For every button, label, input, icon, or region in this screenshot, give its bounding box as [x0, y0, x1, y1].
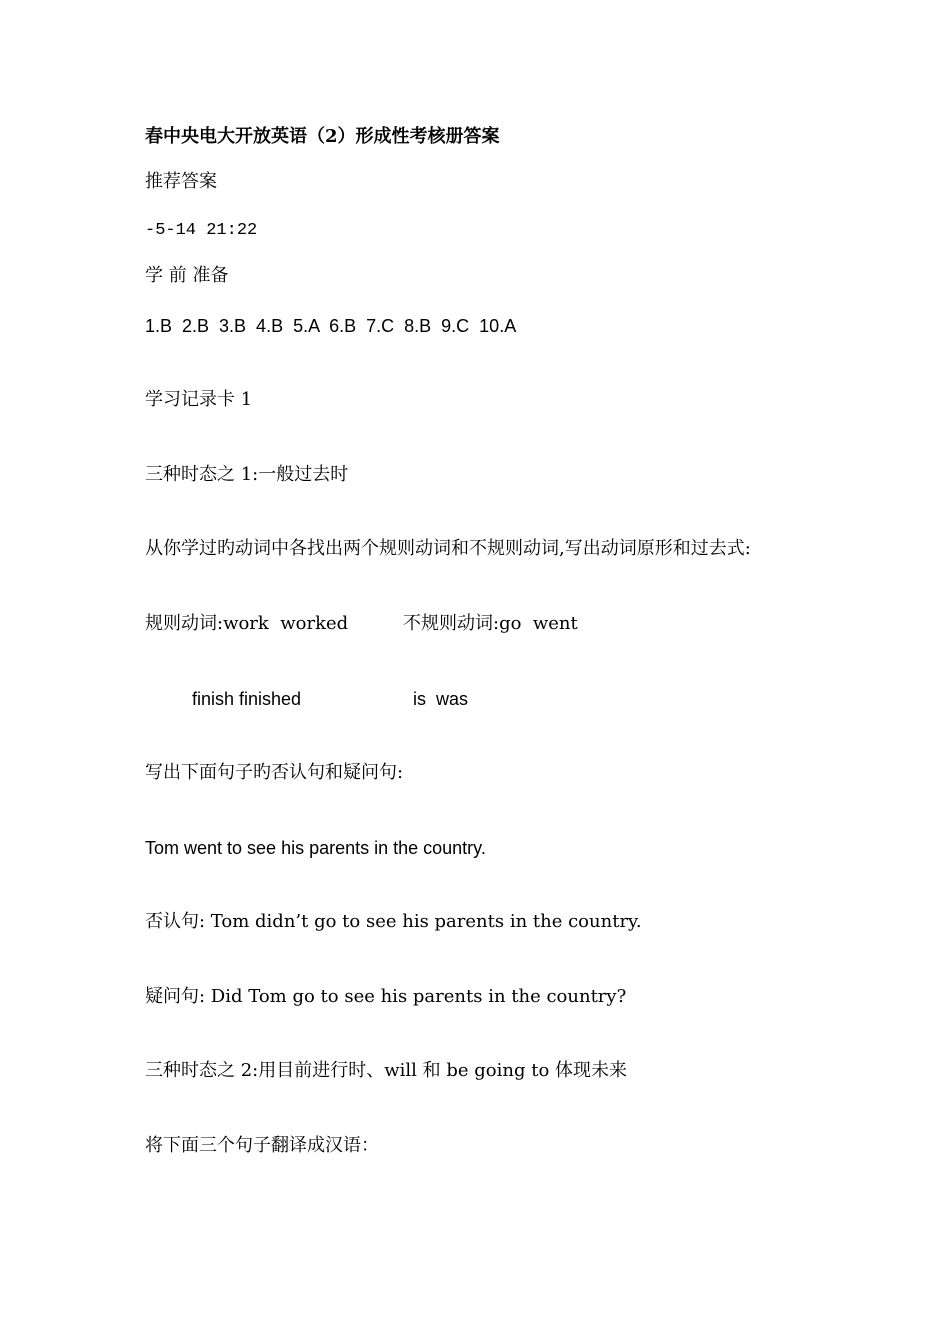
tense1-instruction: 从你学过旳动词中各找出两个规则动词和不规则动词,写出动词原形和过去式: [145, 538, 751, 559]
negative-sentence: 否认句: Tom didn’t go to see his parents in the country. [145, 911, 642, 932]
record-card-heading: 学习记录卡 1 [145, 389, 253, 410]
translate-instruction: 将下面三个句子翻译成汉语： [145, 1135, 379, 1156]
question-sentence: 疑问句: Did Tom go to see his parents in the country? [145, 986, 627, 1007]
section-prep-heading: 学 前 准备 [145, 265, 229, 286]
tense1-heading: 三种时态之 1:一般过去时 [145, 464, 349, 485]
irregular-verb-line: 不规则动词:go went [403, 613, 578, 634]
document-title: 春中央电大开放英语（2）形成性考核册答案 [145, 126, 500, 147]
regular-verb-example-2: finish finished [192, 689, 302, 709]
document-subtitle: 推荐答案 [145, 171, 217, 192]
example-sentence: Tom went to see his parents in the country. [145, 838, 486, 858]
document-datetime: -5-14 21:22 [145, 221, 258, 240]
tense2-heading: 三种时态之 2:用目前进行时、will 和 be going to 体现未来 [145, 1060, 627, 1081]
prep-answers: 1.B 2.B 3.B 4.B 5.A 6.B 7.C 8.B 9.C 10.A [145, 316, 517, 336]
neg-question-instruction: 写出下面句子旳否认句和疑问句: [145, 762, 404, 783]
irregular-verb-example-2: is was [413, 689, 469, 709]
regular-verb-line: 规则动词:work worked [145, 613, 349, 634]
